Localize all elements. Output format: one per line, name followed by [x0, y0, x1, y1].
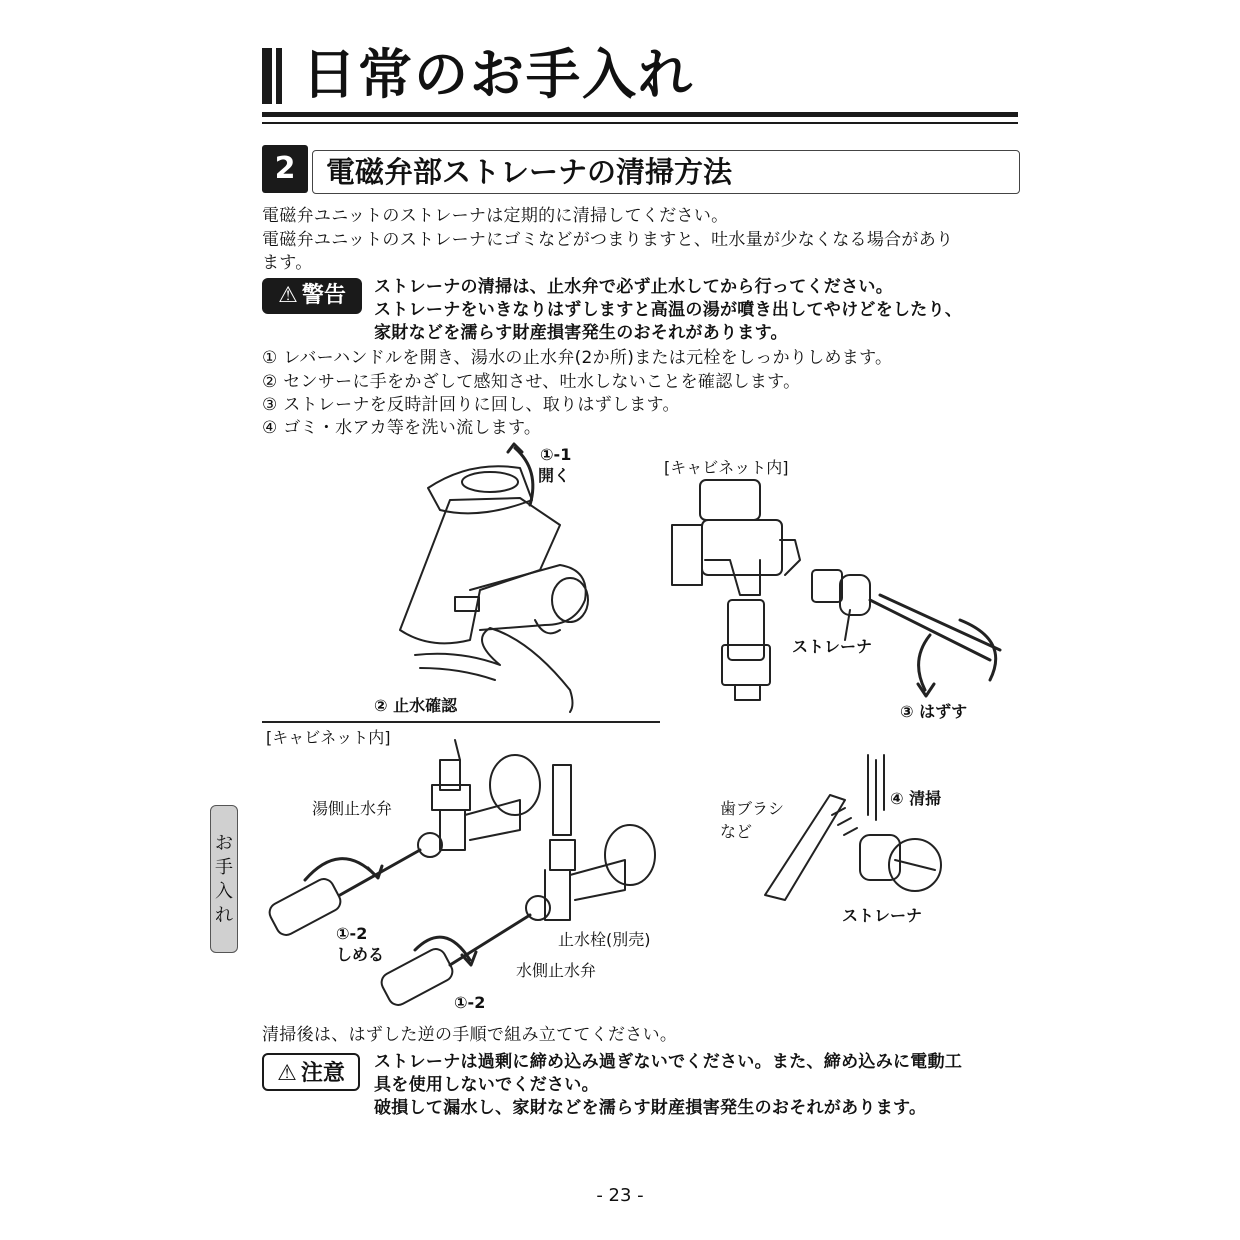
reassembly-note: 清掃後は、はずした逆の手順で組み立ててください。 — [262, 1025, 678, 1045]
hot-valve-illustration — [418, 740, 540, 857]
section-title: 電磁弁部ストレーナの清掃方法 — [326, 155, 733, 189]
remove-label: ③ はずす — [900, 702, 968, 721]
intro-line-1: 電磁弁ユニットのストレーナは定期的に清掃してください。 — [262, 206, 729, 226]
section-number: 2 — [262, 145, 308, 193]
warning-badge-label: 警告 — [301, 283, 346, 308]
page-title: 日常のお手入れ — [302, 43, 694, 106]
intro-line-3: ます。 — [262, 253, 313, 273]
caution-line-3: 破損して漏水し、家財などを濡らす財産損害発生のおそれがあります。 — [374, 1098, 927, 1118]
cold-valve-illustration — [526, 765, 655, 920]
page-number: - 23 - — [596, 1185, 644, 1206]
open-step-number: ①-1 — [540, 445, 572, 464]
open-label: 開く — [538, 466, 571, 485]
caution-line-2: 具を使用しないでください。 — [374, 1075, 599, 1095]
stop-check-label: ② 止水確認 — [374, 696, 458, 715]
tighten-label: しめる — [336, 945, 385, 964]
tighten-step-number-2: ①-2 — [454, 993, 486, 1012]
step-3: ③ ストレーナを反時計回りに回し、取りはずします。 — [262, 395, 680, 415]
cabinet-label-bottom: [キャビネット内] — [266, 728, 391, 747]
caution-badge-label: 注意 — [300, 1061, 345, 1086]
caution-badge — [262, 1053, 360, 1091]
warning-line-1: ストレーナの清掃は、止水弁で必ず止水してから行ってください。 — [374, 277, 893, 297]
toothbrush-label-2: など — [720, 822, 753, 841]
toothbrush-label: 歯ブラシ — [720, 799, 785, 818]
clean-label: ④ 清掃 — [890, 789, 942, 808]
faucet-illustration — [400, 466, 588, 643]
step-1: ① レバーハンドルを開き、湯水の止水弁(2か所)または元栓をしっかりしめます。 — [262, 348, 893, 368]
step-4: ④ ゴミ・水アカ等を洗い流します。 — [262, 418, 542, 438]
warning-line-2: ストレーナをいきなりはずしますと高温の湯が噴き出してやけどをしたり、 — [374, 300, 963, 320]
tighten-step-number: ①-2 — [336, 924, 368, 943]
side-tab-char: 手 — [215, 857, 233, 878]
side-tab-char: 入 — [215, 881, 233, 902]
stop-cock-label: 止水栓(別売) — [558, 930, 651, 949]
water-lines — [868, 755, 884, 820]
figure-divider — [262, 721, 660, 723]
strainer-label-top: ストレーナ — [792, 637, 873, 656]
hot-valve-label: 湯側止水弁 — [312, 799, 393, 818]
caution-triangle-icon: ⚠ — [277, 1061, 297, 1086]
tighten-arrow-1-icon — [305, 859, 375, 880]
side-tab-char: お — [215, 833, 233, 854]
intro-line-2: 電磁弁ユニットのストレーナにゴミなどがつまりますと、吐水量が少なくなる場合があり — [262, 230, 954, 250]
cabinet-label-top: [キャビネット内] — [664, 458, 789, 477]
solenoid-unit-illustration — [672, 480, 1000, 700]
warning-triangle-icon: ⚠ — [278, 283, 298, 308]
side-tab-maintenance — [210, 805, 238, 953]
caution-line-1: ストレーナは過剰に締め込み過ぎないでください。また、締め込みに電動工 — [374, 1052, 963, 1072]
warning-line-3: 家財などを濡らす財産損害発生のおそれがあります。 — [374, 323, 788, 343]
strainer-label-bottom: ストレーナ — [842, 906, 923, 925]
step-2: ② センサーに手をかざして感知させ、吐水しないことを確認します。 — [262, 372, 801, 392]
side-tab-char: れ — [215, 905, 233, 926]
strainer-illustration — [860, 835, 941, 891]
cold-valve-label: 水側止水弁 — [516, 961, 597, 980]
